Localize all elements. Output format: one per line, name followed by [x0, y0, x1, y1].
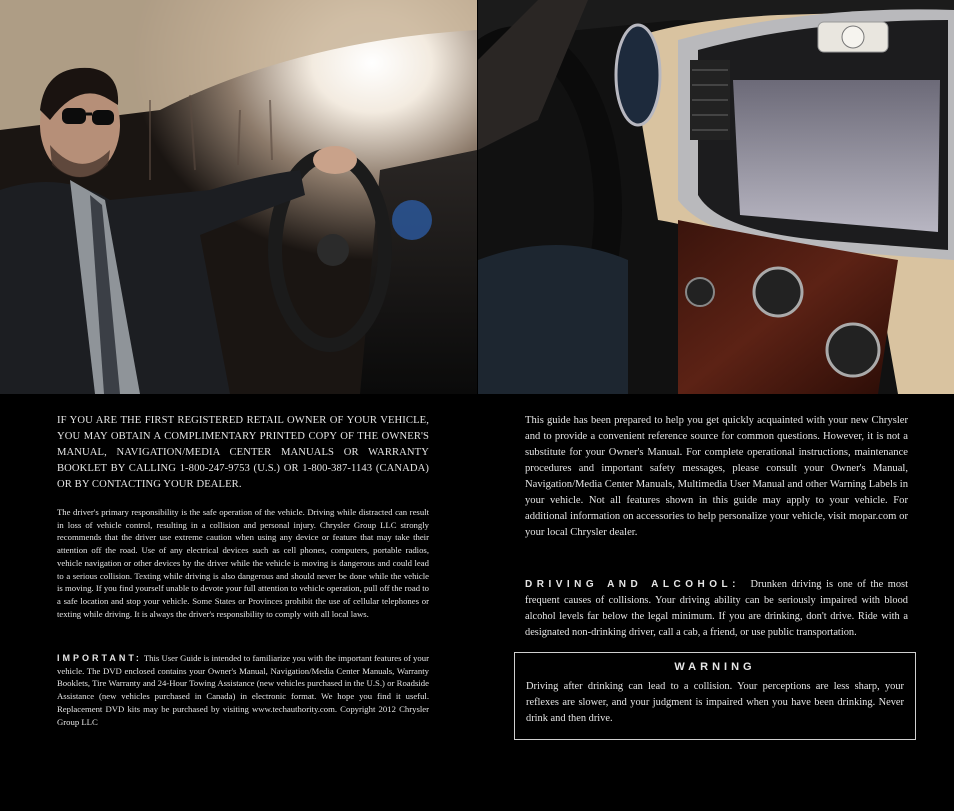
important-paragraph — [57, 652, 429, 728]
warning-box — [514, 652, 916, 740]
important-text: This User Guide is intended to familiarize you with the important features of your vehicle. The DVD enclosed contains your Owner's Manual, Navigation/Media Center Manuals, Warranty Booklets, Tire Warranty and 24-Hour Towing Assistance (new vehicles purchased in the U.S.) or Roadside Assistance (new vehicles purchased in Canada) in electronic format. We hope you find it useful. Replacement DVD kits may be purchased by visiting www.techauthority.com. Copyright 2012 Chrysler Group LLC — [57, 653, 429, 727]
driving-paragraph — [525, 577, 908, 641]
notice-text: IF YOU ARE THE FIRST REGISTERED RETAIL OWNER OF YOUR VEHICLE, YOU MAY OBTAIN A COMPLIMENTARY PRINTED COPY OF THE OWNER'S MANUAL, NAVIGATION/MEDIA CENTER MANUALS OR WARRANTY BOOKLET BY CALLING 1-800-247-9753 (U.S.) OR 1-800-387-1143 (CANADA) OR BY CONTACTING YOUR DEALER. — [57, 415, 429, 490]
disclaimer-text: The driver's primary responsibility is the safe operation of the vehicle. Driving while distracted can result in loss of vehicle control, resulting in a collision and personal injury. Chrysler Group LLC strongly recommends that the driver use extreme caution when using any device or feature that may take their attention off the road. Use of any electrical devices such as cell phones, computers, portable radios, vehicle navigation or other devices by the driver while the vehicle is moving is dangerous and could lead to a serious collision. Texting while driving is also dangerous and should never be done while the vehicle is moving. If you find yourself unable to devote your full attention to vehicle operation, pull off the road to a safe location and stop your vehicle. Some States or Provinces prohibit the use of cellular telephones or texting while driving. It is always the driver's responsibility to comply with all local laws. — [57, 507, 429, 619]
important-label: IMPORTANT: — [57, 653, 142, 663]
warning-title: WARNING — [674, 661, 756, 673]
guide-intro — [525, 413, 908, 541]
driving-text: Drunken driving is one of the most frequent causes of collisions. Your driving ability can be seriously impaired with blood alcohol levels far below the legal minimum. If you are drinking, don't drive. Ride with a designated non-drinking driver, call a cab, a friend, or use public transportation. — [525, 579, 908, 638]
owner-manual-notice — [57, 413, 429, 493]
important-section — [57, 652, 429, 728]
driver-responsibility-disclaimer — [57, 506, 429, 620]
warning-text: Driving after drinking can lead to a collision. Your perceptions are less sharp, your reflexes are slower, and your judgment is impaired when you have been drinking. Never drink and then drive. — [526, 681, 904, 724]
driving-and-alcohol-section — [525, 577, 908, 641]
dashboard-photo — [478, 0, 954, 394]
driver-photo — [0, 0, 477, 394]
driving-label: DRIVING AND ALCOHOL: — [525, 579, 740, 590]
intro-text: This guide has been prepared to help you get quickly acquainted with your new Chrysler and to provide a convenient reference source for common questions. However, it is not a substitute for your Owner's Manual. For complete operational instructions, maintenance procedures and important safety messages, please consult your Owner's Manual, Navigation/Media Center Manuals, Multimedia User Manual and other Warning Labels in your vehicle. Not all features shown in this guide may apply to your vehicle. For additional information on accessories to help personalize your vehicle, visit mopar.com or your local Chrysler dealer. — [525, 415, 908, 538]
